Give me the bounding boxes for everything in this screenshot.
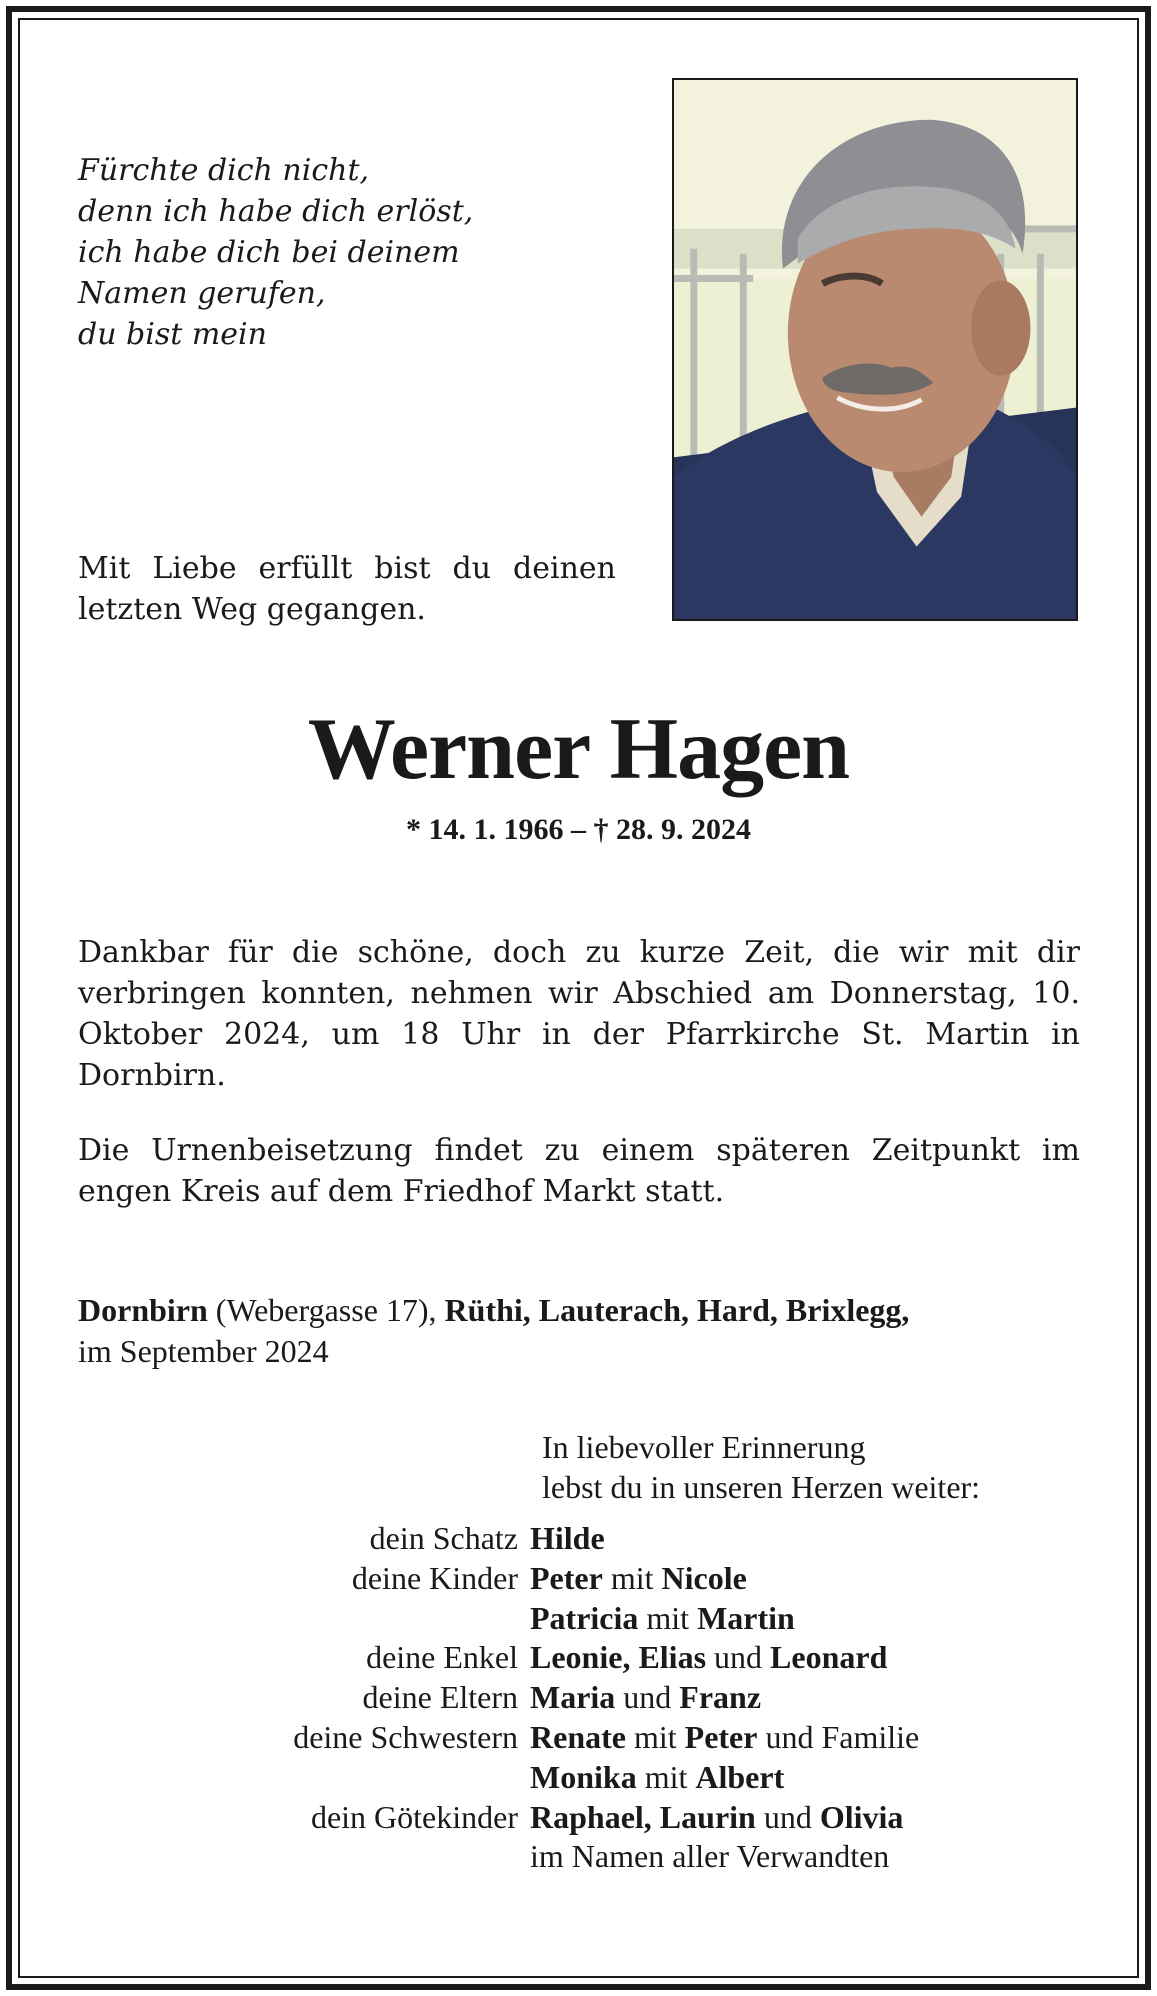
family-list (78, 1519, 1080, 1877)
burial-paragraph: Die Urnenbeisetzung findet zu einem späteren Zeitpunkt im engen Kreis auf dem Friedhof Markt statt. (78, 1133, 1080, 1209)
family-row (78, 1599, 1080, 1639)
family-relation: deine Enkel (366, 1639, 518, 1676)
family-name-part: mit (636, 1758, 696, 1795)
family-name-part: mit (625, 1718, 685, 1755)
family-row (78, 1678, 1080, 1718)
intro-text: Mit Liebe erfüllt bist du deinen letzten Weg gegangen. (78, 551, 616, 627)
family-name-part: und (615, 1679, 680, 1716)
family-relation (78, 1599, 530, 1639)
family-name-part: Raphael, Laurin (530, 1798, 756, 1835)
place-date: im September 2024 (78, 1333, 329, 1369)
family-name-part: Nicole (661, 1559, 747, 1596)
family-row (78, 1559, 1080, 1599)
place-line (78, 1290, 1080, 1331)
family-row (78, 1718, 1080, 1758)
family-name-part: und (755, 1798, 820, 1835)
family-names (530, 1798, 903, 1838)
family-name-part: Leonard (770, 1639, 888, 1676)
portrait-photo (672, 78, 1078, 621)
farewell-paragraph: Dankbar für die schöne, doch zu kurze Zeit, die wir mit dir verbringen konnten, nehmen wir Abschied am Donnerstag, 10. Oktober 2024, um 18 Uhr in der Pfarrkirche St. Martin in Dornbirn. (78, 935, 1080, 1093)
family-name-part: mit (602, 1559, 662, 1596)
family-names (530, 1758, 784, 1798)
place-city: Dornbirn (78, 1292, 208, 1328)
family-name-part: Renate (530, 1718, 626, 1755)
family-name-part: und (706, 1639, 771, 1676)
family-relation: deine Eltern (362, 1679, 518, 1716)
family-name-part: Martin (697, 1599, 795, 1636)
family-relation: deine Kinder (351, 1559, 518, 1596)
family-row (78, 1758, 1080, 1798)
life-dates: * 14. 1. 1966 – † 28. 9. 2024 (406, 813, 751, 846)
place-others: Rüthi, Lauterach, Hard, Brixlegg, (444, 1292, 910, 1328)
family-relation (78, 1758, 530, 1798)
family-name-part: Patricia (530, 1599, 639, 1636)
deceased-name: Werner Hagen (307, 701, 850, 798)
family-row (78, 1798, 1080, 1838)
family-names (530, 1638, 887, 1678)
family-names (530, 1519, 605, 1559)
family-name-part: mit (638, 1599, 698, 1636)
verse-line: ich habe dich bei deinem (78, 235, 460, 270)
family-name-part: und Familie (757, 1718, 920, 1755)
family-name-part: Franz (679, 1679, 762, 1716)
memory-text (542, 1427, 980, 1507)
family-name-part: im Namen aller Verwandten (530, 1838, 890, 1875)
portrait-image (674, 80, 1076, 619)
verse-line: Namen gerufen, (78, 276, 326, 311)
verse-line: denn ich habe dich erlöst, (78, 194, 474, 229)
family-relation: dein Schatz (369, 1520, 518, 1556)
memory-line: lebst du in unseren Herzen weiter: (542, 1469, 981, 1505)
family-names (530, 1678, 761, 1718)
verse-line: Fürchte dich nicht, (78, 153, 370, 188)
place-address: (Webergasse 17), (207, 1292, 445, 1328)
family-name-part: Maria (530, 1679, 616, 1716)
family-relation: deine Schwestern (293, 1718, 518, 1755)
family-row (78, 1837, 1080, 1877)
family-names (530, 1718, 919, 1758)
family-names (530, 1559, 747, 1599)
family-row (78, 1519, 1080, 1559)
family-relation (78, 1837, 530, 1877)
family-name-part: Monika (530, 1758, 637, 1795)
family-name-part: Peter (684, 1718, 758, 1755)
family-names (530, 1837, 889, 1877)
family-name-part: Peter (530, 1559, 603, 1596)
family-name-part: Hilde (530, 1520, 605, 1556)
family-name-part: Olivia (819, 1798, 904, 1835)
family-name-part: Leonie, Elias (530, 1639, 707, 1676)
family-names (530, 1599, 795, 1639)
family-name-part: Albert (695, 1758, 785, 1795)
family-row (78, 1638, 1080, 1678)
bible-verse (78, 150, 618, 355)
verse-line: du bist mein (78, 317, 267, 352)
memory-line: In liebevoller Erinnerung (542, 1429, 866, 1465)
family-relation: dein Götekinder (310, 1798, 518, 1835)
